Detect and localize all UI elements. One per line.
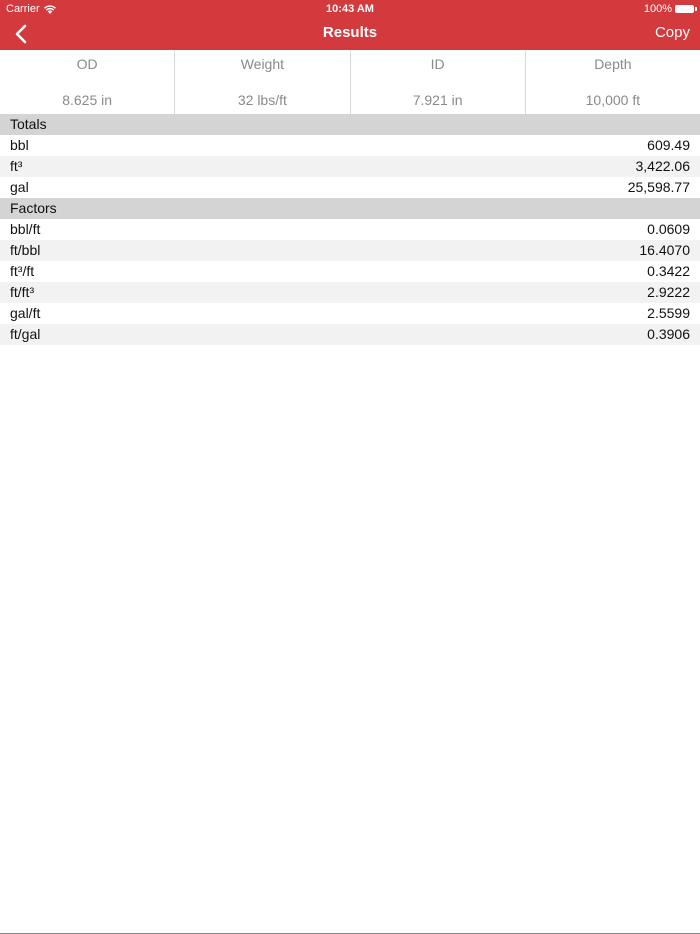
result-value: 2.9222 <box>647 284 690 300</box>
list-item <box>0 240 700 261</box>
input-label: OD <box>76 56 98 72</box>
results-list <box>0 114 700 345</box>
result-value: 3,422.06 <box>635 158 690 174</box>
nav-row <box>0 20 700 50</box>
result-value: 25,598.77 <box>627 179 690 195</box>
unit-label: ft³/ft <box>10 263 35 279</box>
section-header-factors: Factors <box>0 198 700 219</box>
copy-button[interactable]: Copy <box>654 24 690 41</box>
input-value: 10,000 ft <box>585 92 641 108</box>
unit-label: gal/ft <box>10 305 41 321</box>
unit-label: bbl <box>10 137 29 153</box>
input-summary <box>0 50 700 115</box>
input-label: Depth <box>594 56 632 72</box>
status-time: 10:43 AM <box>326 3 374 15</box>
unit-label: gal <box>10 179 29 195</box>
result-value: 0.3422 <box>647 263 690 279</box>
input-label: ID <box>430 56 445 72</box>
input-cell-depth <box>526 50 700 114</box>
list-item <box>0 135 700 156</box>
section-header-totals: Totals <box>0 114 700 135</box>
list-item <box>0 177 700 198</box>
result-value: 2.5599 <box>647 305 690 321</box>
result-value: 16.4070 <box>639 242 690 258</box>
unit-label: ft/ft³ <box>10 284 35 300</box>
list-item <box>0 324 700 345</box>
list-item <box>0 261 700 282</box>
input-cell-weight <box>175 50 350 114</box>
list-item <box>0 156 700 177</box>
unit-label: bbl/ft <box>10 221 41 237</box>
list-item <box>0 282 700 303</box>
list-item <box>0 219 700 240</box>
carrier-label: Carrier <box>6 3 40 15</box>
unit-label: ft/gal <box>10 326 41 342</box>
unit-label: ft³ <box>10 158 23 174</box>
page-title: Results <box>322 24 378 41</box>
input-cell-id <box>351 50 526 114</box>
list-item <box>0 303 700 324</box>
battery-percent: 100% <box>643 3 672 15</box>
result-value: 0.3906 <box>647 326 690 342</box>
result-value: 0.0609 <box>647 221 690 237</box>
input-value: 7.921 in <box>412 92 463 108</box>
unit-label: ft/bbl <box>10 242 41 258</box>
input-cell-od <box>0 50 175 114</box>
input-value: 32 lbs/ft <box>237 92 287 108</box>
navigation-bar <box>0 0 700 50</box>
status-bar <box>0 0 700 20</box>
input-value: 8.625 in <box>62 92 113 108</box>
battery-icon <box>675 5 694 13</box>
input-label: Weight <box>240 56 285 72</box>
battery-status <box>644 3 694 15</box>
result-value: 609.49 <box>647 137 690 153</box>
